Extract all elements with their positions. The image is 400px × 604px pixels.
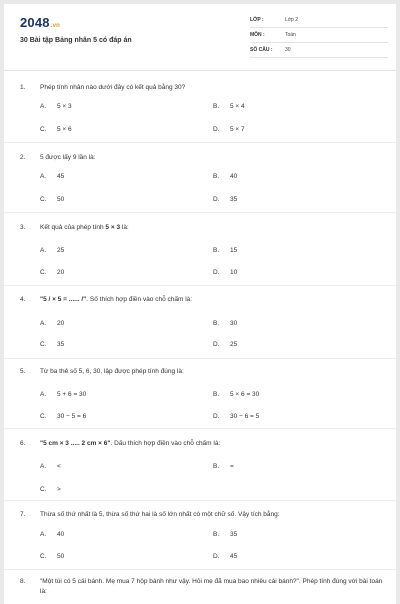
question-text: Thừa số thứ nhất là 5, thừa số thứ hai là số lớn nhất có một chữ số. Vậy tích bằng: [40,510,280,518]
option-text: 25 [57,247,65,254]
option-c[interactable] [40,126,72,133]
question-text: Phép tính nhân nào dưới đây có kết quả bằng 30? [40,83,186,91]
question-number: 2. [20,154,26,161]
option-a[interactable] [40,463,61,470]
option-text: 30 [230,320,238,327]
question-text [40,295,385,305]
option-label: D. [213,269,220,276]
option-label: C. [40,269,47,276]
meta-subject-key: MÔN : [250,32,265,38]
option-label: D. [213,196,220,203]
option-text: 5 + 6 = 30 [57,391,87,398]
option-text: 15 [230,247,238,254]
option-a[interactable] [40,103,72,110]
option-label: B. [213,463,220,470]
option-a[interactable] [40,320,64,327]
option-text: 35 [230,531,238,538]
option-a[interactable] [40,391,86,398]
option-text: < [57,463,61,470]
question-divider [4,569,396,570]
option-c[interactable] [40,413,86,420]
option-text: 35 [230,196,238,203]
option-b[interactable] [213,531,237,538]
question-number: 4. [20,296,26,303]
option-label: B. [213,320,220,327]
option-b[interactable] [213,247,237,254]
option-text: 5 × 3 [57,103,72,110]
option-a[interactable] [40,531,64,538]
site-logo[interactable] [20,15,60,30]
meta-count-key: SỐ CÂU : [250,47,273,53]
option-label: C. [40,126,47,133]
question-text: 5 được lấy 9 lần là: [40,153,96,161]
option-d[interactable] [213,126,245,133]
question-text-post: là: [120,223,129,231]
option-b[interactable] [213,391,259,398]
option-b[interactable] [213,173,237,180]
option-text: > [57,486,61,493]
option-label: D. [213,126,220,133]
option-text: 5 × 6 = 30 [230,391,260,398]
question-text-bold: "5 cm × 3 ..... 2 cm × 6" [40,439,111,447]
option-label: A. [40,391,47,398]
option-label: B. [213,173,220,180]
question-text: Từ ba thẻ số 5, 6, 30, lập được phép tính đúng là: [40,367,184,375]
option-b[interactable] [213,463,234,470]
question-divider [4,142,396,143]
logo-main: 2048 [20,15,50,30]
option-d[interactable] [213,341,237,348]
question-number: 8. [20,578,26,585]
option-label: C. [40,553,47,560]
question-text: "Một túi có 5 cái bánh. Mẹ mua 7 hộp bánh như vậy. Hỏi mẹ đã mua bao nhiêu cái bánh?". Phép tính đúng với bài toán là: [40,577,383,595]
option-label: B. [213,103,220,110]
option-text: 50 [57,196,65,203]
option-text: 40 [230,173,238,180]
option-label: A. [40,103,47,110]
option-label: C. [40,341,47,348]
option-text: 5 × 4 [230,103,245,110]
question-divider [4,285,396,286]
option-label: A. [40,531,47,538]
meta-grade-value: Lớp 2 [285,17,299,23]
question-text-post: . Dấu thích hợp điền vào chỗ chấm là: [110,439,221,447]
question-divider [4,500,396,501]
option-label: C. [40,486,47,493]
question-divider [4,358,396,359]
option-text: 25 [230,341,238,348]
option-text: 5 × 6 [57,126,72,133]
meta-count-value: 30 [285,47,291,53]
header-divider [4,70,396,71]
option-text: 45 [230,553,238,560]
question-number: 1. [20,84,26,91]
option-label: A. [40,173,47,180]
option-b[interactable] [213,103,245,110]
option-label: C. [40,413,47,420]
worksheet-header [4,4,396,66]
option-c[interactable] [40,196,64,203]
option-d[interactable] [213,553,237,560]
question-number: 3. [20,224,26,231]
logo-tld: .vn [50,23,61,29]
option-label: B. [213,391,220,398]
option-text: 30 − 6 = 5 [230,413,260,420]
question-text-post: . Số thích hợp điền vào chỗ chấm là: [86,295,193,303]
option-text: = [230,463,234,470]
option-text: 10 [230,269,238,276]
option-text: 20 [57,320,65,327]
option-d[interactable] [213,269,237,276]
option-label: C. [40,196,47,203]
question-text [40,223,385,233]
question-text-bold: 5 × 3 [105,223,121,231]
option-text: 5 × 7 [230,126,245,133]
question-divider [4,212,396,213]
option-label: A. [40,463,47,470]
meta-grade-key: LỚP : [250,17,264,23]
option-label: A. [40,247,47,254]
option-d[interactable] [213,196,237,203]
option-label: D. [213,413,220,420]
meta-grade [250,16,388,28]
option-text: 50 [57,553,65,560]
option-c[interactable] [40,269,64,276]
option-c[interactable] [40,486,61,493]
option-b[interactable] [213,320,237,327]
worksheet-page [4,4,396,604]
question-number: 5. [20,368,26,375]
question-number: 7. [20,511,26,518]
option-a[interactable] [40,247,64,254]
worksheet-title: 30 Bài tập Bảng nhân 5 có đáp án [20,37,132,44]
option-label: D. [213,553,220,560]
option-c[interactable] [40,553,64,560]
question-text [40,439,385,449]
option-label: B. [213,531,220,538]
option-text: 35 [57,341,65,348]
option-text: 45 [57,173,65,180]
meta-count [250,46,388,58]
question-number: 6. [20,440,26,447]
option-label: A. [40,320,47,327]
question-text-pre: Kết quả của phép tính [40,223,106,231]
option-text: 40 [57,531,65,538]
question-divider [4,428,396,429]
option-a[interactable] [40,173,64,180]
option-label: B. [213,247,220,254]
meta-subject [250,31,388,43]
option-text: 20 [57,269,65,276]
question-text-bold: "5 / × 5 = ...... /" [40,295,87,303]
option-text: 30 − 5 = 6 [57,413,87,420]
option-d[interactable] [213,413,259,420]
meta-subject-value: Toán [285,32,296,38]
option-c[interactable] [40,341,64,348]
option-label: D. [213,341,220,348]
